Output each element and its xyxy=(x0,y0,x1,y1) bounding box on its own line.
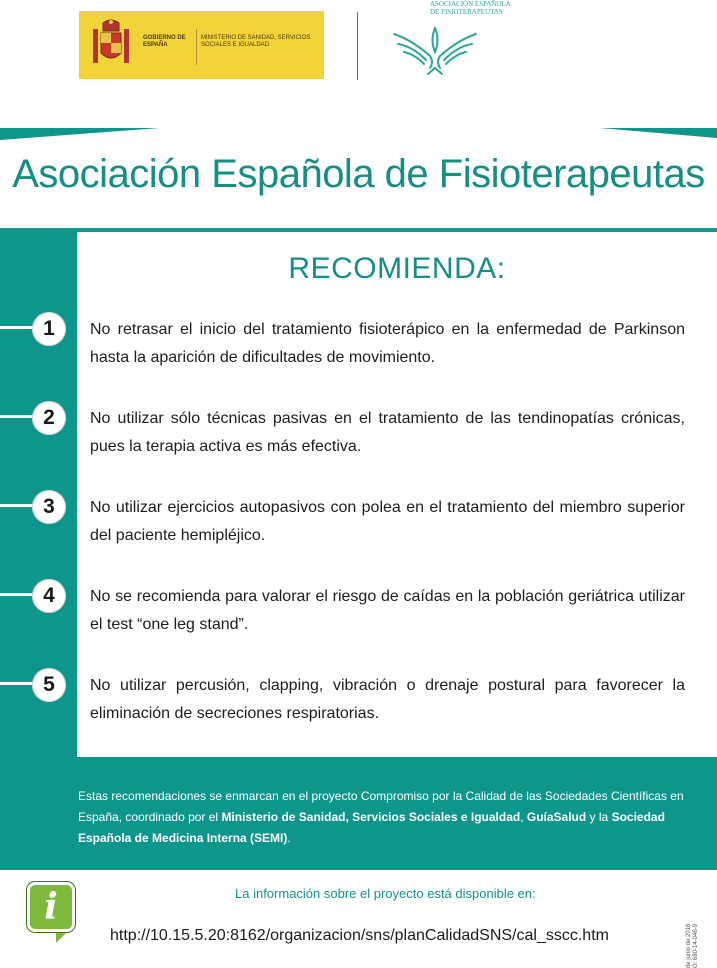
info-glyph: i xyxy=(44,886,58,928)
recommendation-item xyxy=(0,401,717,455)
hands-logo-icon xyxy=(390,22,480,82)
guiasalud-name: GuíaSalud xyxy=(526,810,587,824)
side-print-info xyxy=(686,868,700,968)
recommendation-text: No utilizar ejercicios autopasivos con polea en el tratamiento del miembro superior del paciente hemipléjico. xyxy=(90,499,685,544)
footnote-text: . xyxy=(287,831,291,845)
page-title: Asociación Española de Fisioterapeutas xyxy=(12,152,705,196)
number-badge: 1 xyxy=(32,312,66,346)
side-print-line: O: 680-14-046-9 xyxy=(693,923,699,968)
recommendation-item xyxy=(0,579,717,633)
recommendation-item xyxy=(0,490,717,544)
semi-name: Sociedad Española de Medicina Interna (SEMI) xyxy=(78,810,665,845)
ministerio-label: MINISTERIO DE SANIDAD, SERVICIOS SOCIALES E IGUALDAD xyxy=(201,35,311,48)
ministry-name: Ministerio de Sanidad, Servicios Sociales e Igualdad xyxy=(221,810,521,824)
gobierno-logo xyxy=(79,11,324,79)
number-badge: 3 xyxy=(32,490,66,524)
coat-of-arms-icon xyxy=(91,19,131,71)
info-icon-tail xyxy=(56,933,66,943)
recommendation-item xyxy=(0,312,717,366)
recommendation-text: No utilizar percusión, clapping, vibración o drenaje postural para favorecer la eliminación de secreciones respiratorias. xyxy=(90,677,685,722)
number-badge: 2 xyxy=(32,401,66,435)
side-print-line: de junio de 2016 xyxy=(686,923,692,968)
recommendation-text: No retrasar el inicio del tratamiento fisioterápico en la enfermedad de Parkinson hasta la aparición de dificultades de movimiento. xyxy=(90,321,685,366)
number-badge: 4 xyxy=(32,579,66,613)
header-divider xyxy=(357,12,358,80)
footnote-text: y la xyxy=(586,810,612,824)
recommend-heading: RECOMIENDA: xyxy=(288,252,506,285)
gobierno-label: GOBIERNO DE ESPAÑA xyxy=(143,35,186,48)
recommendation-text: No utilizar sólo técnicas pasivas en el tratamiento de las tendinopatías crónicas, pues la terapia activa es más efectiva. xyxy=(90,410,685,455)
info-label: La información sobre el proyecto está disponible en: xyxy=(235,886,536,901)
aef-logo-text: ASOCIACIÓN ESPAÑOLA DE FISIOTERAPEUTAS xyxy=(430,0,511,16)
footnote-text: , xyxy=(520,810,527,824)
project-footnote xyxy=(78,786,688,849)
number-badge: 5 xyxy=(32,668,66,702)
project-url-link[interactable]: http://10.15.5.20:8162/organizacion/sns/planCalidadSNS/cal_sscc.htm xyxy=(110,927,609,944)
gov-divider xyxy=(196,29,197,65)
footnote-text: Estas recomendaciones se enmarcan en el proyecto Compromiso por la Calidad de las Sociedades Científicas en España, coordinado por el xyxy=(78,789,684,824)
recommendation-text: No se recomienda para valorar el riesgo de caídas en la población geriátrica utilizar el test “one leg stand”. xyxy=(90,588,685,633)
recommendation-item xyxy=(0,668,717,722)
info-icon xyxy=(27,882,75,932)
